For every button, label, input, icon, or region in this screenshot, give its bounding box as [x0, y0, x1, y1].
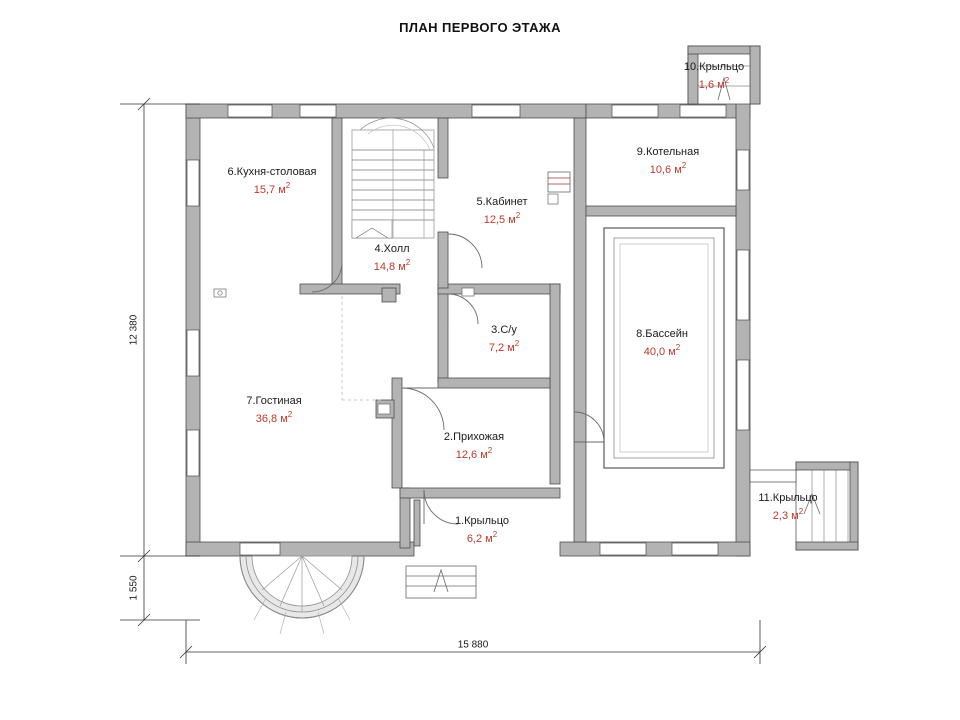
room-name: 5.Кабинет	[476, 196, 528, 209]
room-area: 15,7 $м^2$	[253, 181, 291, 196]
room-name: 10.Крыльцо	[683, 61, 745, 74]
dimension-bottom-extension: 1 550	[128, 575, 140, 601]
room-area: 12,6 $м^2$	[455, 446, 493, 461]
room-name: 4.Холл	[374, 243, 410, 256]
dimension-overall-height: 12 380	[128, 314, 140, 346]
porch-11	[750, 462, 858, 550]
room-name: 6.Кухня-столовая	[227, 166, 317, 179]
bay-window	[240, 556, 364, 634]
room-area: 6,2 $м^2$	[466, 530, 498, 545]
room-area: 10,6 $м^2$	[649, 161, 687, 176]
staircase	[352, 118, 434, 238]
room-name: 11.Крыльцо	[758, 492, 818, 505]
room-area: 1,6 $м^2$	[698, 76, 730, 91]
room-name: 9.Котельная	[636, 146, 700, 159]
porch-1-steps	[406, 566, 476, 598]
porch-10	[688, 46, 760, 104]
room-area: 40,0 $м^2$	[643, 343, 681, 358]
page-title: ПЛАН ПЕРВОГО ЭТАЖА	[399, 20, 561, 35]
pool-basin	[604, 228, 724, 468]
room-name: 7.Гостиная	[246, 395, 302, 408]
boiler-equipment-symbol	[548, 172, 570, 204]
room-area: 14,8 $м^2$	[373, 258, 411, 273]
room-area: 12,5 $м^2$	[483, 211, 521, 226]
room-name: 1.Крыльцо	[454, 515, 510, 528]
room-area: 36,8 $м^2$	[255, 410, 293, 425]
fixtures	[214, 288, 474, 414]
room-area: 7,2 $м^2$	[488, 339, 520, 354]
reference-lines	[342, 296, 382, 400]
dimension-overall-width: 15 880	[457, 639, 489, 651]
room-name: 3.С/у	[491, 324, 517, 337]
room-name: 2.Прихожая	[443, 431, 505, 444]
room-area: 2,3 $м^2$	[772, 507, 804, 522]
room-name: 8.Бассейн	[636, 328, 688, 341]
